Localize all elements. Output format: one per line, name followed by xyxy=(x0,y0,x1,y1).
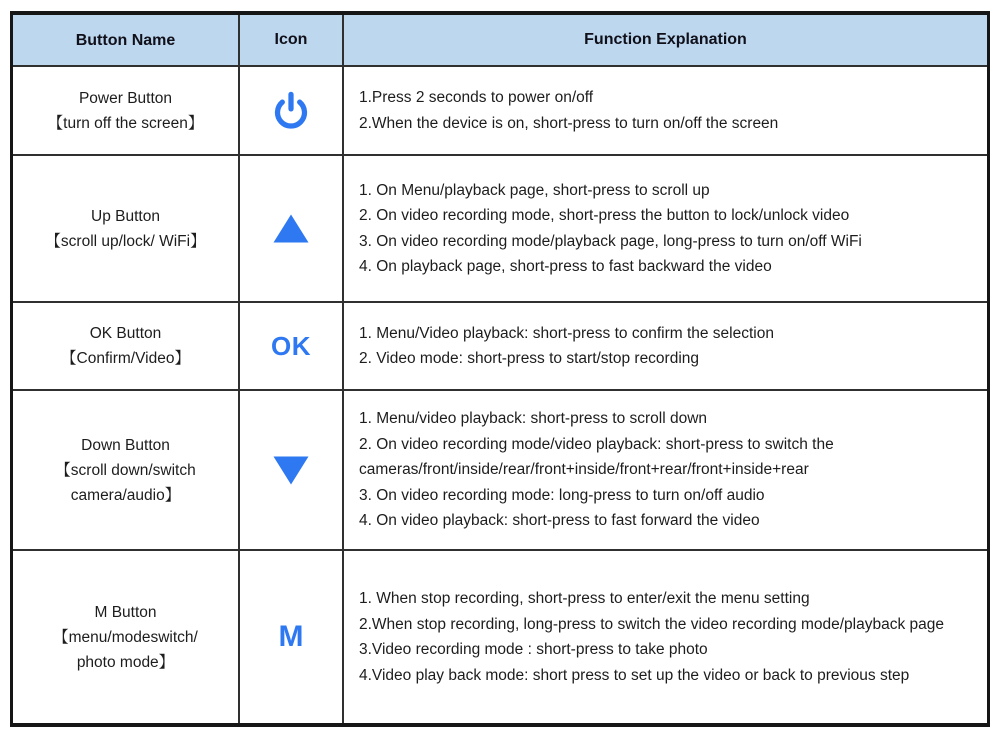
ok-text-icon: OK xyxy=(271,330,311,361)
button-name-cell xyxy=(13,156,240,301)
function-line: 3.Video recording mode : short-press to take photo xyxy=(359,641,708,658)
button-subtitle: 【menu/modeswitch/ photo mode】 xyxy=(53,628,198,671)
function-line: 2. On video recording mode, short-press the button to lock/unlock video xyxy=(359,207,850,224)
table-row-down-button xyxy=(13,391,987,551)
icon-cell xyxy=(240,551,344,723)
function-line: 4. On video playback: short-press to fast forward the video xyxy=(359,512,760,530)
button-subtitle: 【scroll up/lock/ WiFi】 xyxy=(45,232,206,250)
function-line: 1.Press 2 seconds to power on/off xyxy=(359,89,594,106)
function-line: 3. On video recording mode: long-press to turn on/off audio xyxy=(359,486,765,504)
function-line: 2.When the device is on, short-press to turn on/off the screen xyxy=(359,114,779,132)
button-name-cell xyxy=(13,551,240,723)
table-header-row xyxy=(13,15,987,67)
function-line: 2. On video recording mode/video playback: short-press to switch the cameras/front/inside/rear/front+inside/front+rear/front+inside+rear xyxy=(359,435,834,479)
table-row-ok-button xyxy=(13,303,987,391)
function-line: 2.When stop recording, long-press to switch the video recording mode/playback page xyxy=(359,615,945,633)
function-line: 2. Video mode: short-press to start/stop recording xyxy=(359,350,700,367)
function-line: 4. On playback page, short-press to fast backward the video xyxy=(359,258,772,275)
button-function-table xyxy=(10,11,990,727)
button-subtitle: 【turn off the screen】 xyxy=(47,114,204,132)
table-row-m-button xyxy=(13,551,987,723)
table-row-power-button xyxy=(13,67,987,156)
table-row-up-button xyxy=(13,156,987,303)
function-cell xyxy=(344,391,987,549)
button-name-cell xyxy=(13,67,240,154)
function-line: 3. On video recording mode/playback page, long-press to turn on/off WiFi xyxy=(359,232,862,250)
icon-cell xyxy=(240,303,344,389)
power-icon xyxy=(273,91,309,131)
m-text-icon: M xyxy=(278,620,304,653)
button-name: Up Button xyxy=(91,207,160,225)
button-name: Down Button xyxy=(81,436,170,454)
button-name-cell xyxy=(13,303,240,389)
button-name: M Button xyxy=(94,603,157,621)
function-line: 1. When stop recording, short-press to enter/exit the menu setting xyxy=(359,590,810,607)
down-triangle-icon xyxy=(272,455,310,486)
col-header-function-explanation: Function Explanation xyxy=(584,31,747,49)
function-line: 1. Menu/video playback: short-press to scroll down xyxy=(359,410,708,428)
function-line: 1. On Menu/playback page, short-press to scroll up xyxy=(359,181,710,199)
icon-cell xyxy=(240,391,344,549)
col-header-icon: Icon xyxy=(240,15,344,65)
button-subtitle: 【Confirm/Video】 xyxy=(61,350,190,367)
function-line: 4.Video play back mode: short press to set up the video or back to previous step xyxy=(359,666,910,684)
function-cell xyxy=(344,156,987,301)
button-name: Power Button xyxy=(78,89,173,107)
button-name-cell xyxy=(13,391,240,549)
icon-cell xyxy=(240,156,344,301)
function-cell xyxy=(344,303,987,389)
button-name: OK Button xyxy=(89,325,162,342)
function-line: 1. Menu/Video playback: short-press to confirm the selection xyxy=(359,324,774,342)
col-header-button-name: Button Name xyxy=(13,15,240,65)
function-cell xyxy=(344,551,987,723)
button-subtitle: 【scroll down/switch camera/audio】 xyxy=(55,461,196,504)
up-triangle-icon xyxy=(272,213,310,244)
icon-cell xyxy=(240,67,344,154)
function-cell xyxy=(344,67,987,154)
